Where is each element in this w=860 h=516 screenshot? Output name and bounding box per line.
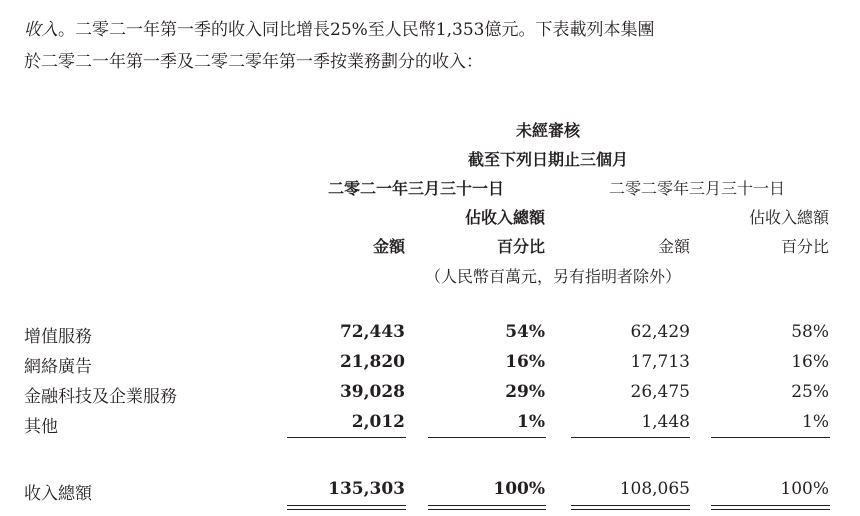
intro-paragraph: [24, 14, 844, 78]
percent-2021: 54%: [505, 322, 545, 342]
percent-2020: 25%: [791, 382, 829, 402]
header-unaudited: 未經審核: [515, 121, 581, 140]
total-amount-2020: 108,065: [619, 479, 690, 499]
amount-2021: 2,012: [351, 412, 405, 432]
percent-2020: 16%: [791, 352, 829, 372]
subtotal-rule: [287, 437, 406, 438]
intro-text: 。二零二一年第一季的收入同比增長25%至人民幣1,353億元。下表載列本集團: [58, 20, 655, 40]
total-percent-2021: 100%: [493, 479, 545, 499]
total-double-rule: [428, 509, 546, 510]
header-col-2020: 二零二零年三月三十一日: [608, 179, 786, 198]
total-double-rule: [571, 509, 690, 510]
amount-2020: 17,713: [630, 352, 690, 372]
total-double-rule: [428, 505, 546, 506]
total-label: 收入總額: [24, 484, 92, 504]
total-double-rule: [287, 509, 406, 510]
subtotal-rule: [571, 437, 690, 438]
amount-2020: 26,475: [630, 382, 690, 402]
total-percent-2020: 100%: [780, 479, 829, 499]
subtotal-rule: [711, 437, 830, 438]
amount-2021: 72,443: [339, 322, 405, 342]
header-amount-2021: 金額: [372, 237, 405, 256]
amount-2021: 39,028: [339, 382, 405, 402]
row-label: 網絡廣告: [24, 357, 92, 377]
intro-line-2: 於二零二一年第一季及二零二零年第一季按業務劃分的收入：: [24, 52, 483, 72]
percent-2020: 58%: [791, 322, 829, 342]
total-double-rule: [287, 505, 406, 506]
header-pct-total-2020: 佔收入總額: [748, 208, 829, 227]
total-double-rule: [571, 505, 690, 506]
total-amount-2021: 135,303: [328, 479, 405, 499]
header-period: 截至下列日期止三個月: [467, 150, 629, 169]
header-unit-note: （人民幣百萬元，另有指明者除外）: [424, 267, 682, 286]
header-col-2021: 二零二一年三月三十一日: [327, 179, 505, 198]
amount-2020: 1,448: [641, 412, 690, 432]
amount-2020: 62,429: [630, 322, 690, 342]
percent-2020: 1%: [802, 412, 829, 432]
total-double-rule: [711, 509, 830, 510]
total-double-rule: [711, 505, 830, 506]
percent-2021: 29%: [505, 382, 545, 402]
intro-heading: 收入: [24, 20, 58, 40]
row-label: 其他: [24, 417, 58, 437]
intro-line-1: [24, 14, 844, 46]
header-amount-2020: 金額: [657, 237, 690, 256]
subtotal-rule: [428, 437, 546, 438]
row-label: 金融科技及企業服務: [24, 387, 177, 407]
percent-2021: 16%: [505, 352, 545, 372]
row-label: 增值服務: [24, 327, 92, 347]
header-percent-2021: 百分比: [496, 237, 545, 256]
header-percent-2020: 百分比: [780, 237, 829, 256]
header-pct-total-2021: 佔收入總額: [464, 208, 545, 227]
percent-2021: 1%: [517, 412, 545, 432]
amount-2021: 21,820: [339, 352, 405, 372]
